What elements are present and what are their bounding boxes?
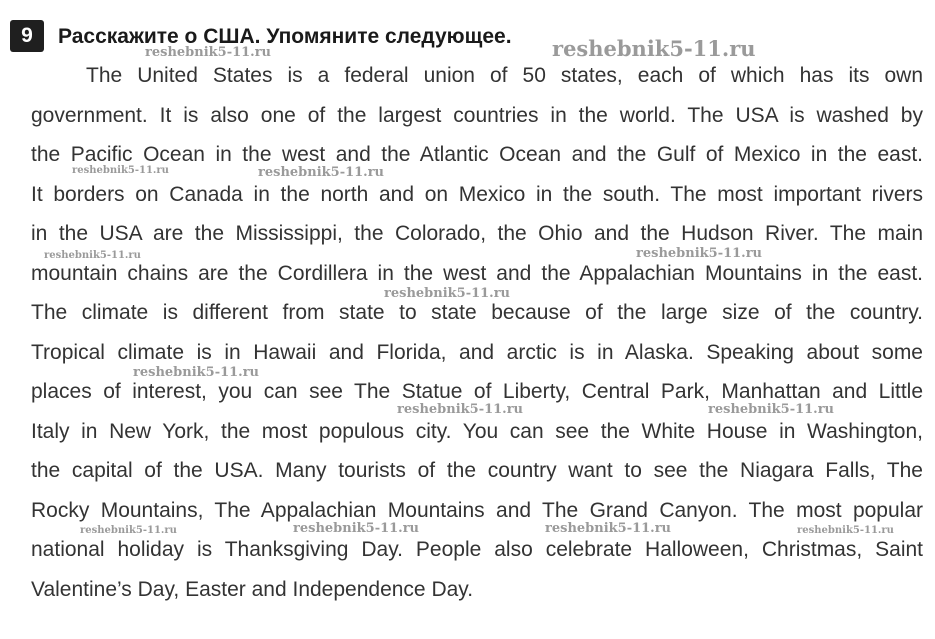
watermark: reshebnik5-11.ru <box>293 521 420 536</box>
watermark: reshebnik5-11.ru <box>44 250 141 261</box>
text-line: places of interest, you can see The Statue of Liberty, Central Park, Manhattan and Little <box>31 380 923 403</box>
watermark: reshebnik5-11.ru <box>72 165 169 176</box>
task-number-badge: 9 <box>10 20 44 52</box>
watermark: reshebnik5-11.ru <box>552 36 756 61</box>
text-line: national holiday is Thanksgiving Day. People also celebrate Halloween, Christmas, Saint <box>31 538 923 561</box>
task-title: Расскажите о США. Упомяните следующее. <box>58 25 512 48</box>
watermark: reshebnik5-11.ru <box>384 286 511 301</box>
text-line: Italy in New York, the most populous city. You can see the White House in Washington, <box>31 419 923 443</box>
text-line: Tropical climate is in Hawaii and Florida, and arctic is in Alaska. Speaking about some <box>31 340 923 364</box>
text-line: government. It is also one of the largest countries in the world. The USA is washed by <box>31 103 923 127</box>
watermark: reshebnik5-11.ru <box>708 402 835 417</box>
watermark: reshebnik5-11.ru <box>145 45 272 60</box>
watermark: reshebnik5-11.ru <box>797 525 894 536</box>
text-line: mountain chains are the Cordillera in the west and the Appalachian Mountains in the east. <box>31 261 923 285</box>
text-line: in the USA are the Mississippi, the Colorado, the Ohio and the Hudson River. The main <box>31 222 923 245</box>
watermark: reshebnik5-11.ru <box>397 402 524 417</box>
text-line: the Pacific Ocean in the west and the Atlantic Ocean and the Gulf of Mexico in the east. <box>31 143 923 166</box>
text-line: The climate is different from state to state because of the large size of the country. <box>31 301 923 324</box>
text-line: the capital of the USA. Many tourists of the country want to see the Niagara Falls, The <box>31 459 923 482</box>
watermark: reshebnik5-11.ru <box>80 525 177 536</box>
text-line: It borders on Canada in the north and on Mexico in the south. The most important rivers <box>31 182 923 206</box>
text-line: Rocky Mountains, The Appalachian Mountains and The Grand Canyon. The most popular <box>31 498 923 522</box>
watermark: reshebnik5-11.ru <box>258 165 385 180</box>
text-line: Valentine’s Day, Easter and Independence Day. <box>31 577 474 601</box>
watermark: reshebnik5-11.ru <box>545 521 672 536</box>
watermark: reshebnik5-11.ru <box>636 246 763 261</box>
watermark: reshebnik5-11.ru <box>133 365 260 380</box>
text-line: The United States is a federal union of 50 states, each of which has its own <box>86 64 923 87</box>
